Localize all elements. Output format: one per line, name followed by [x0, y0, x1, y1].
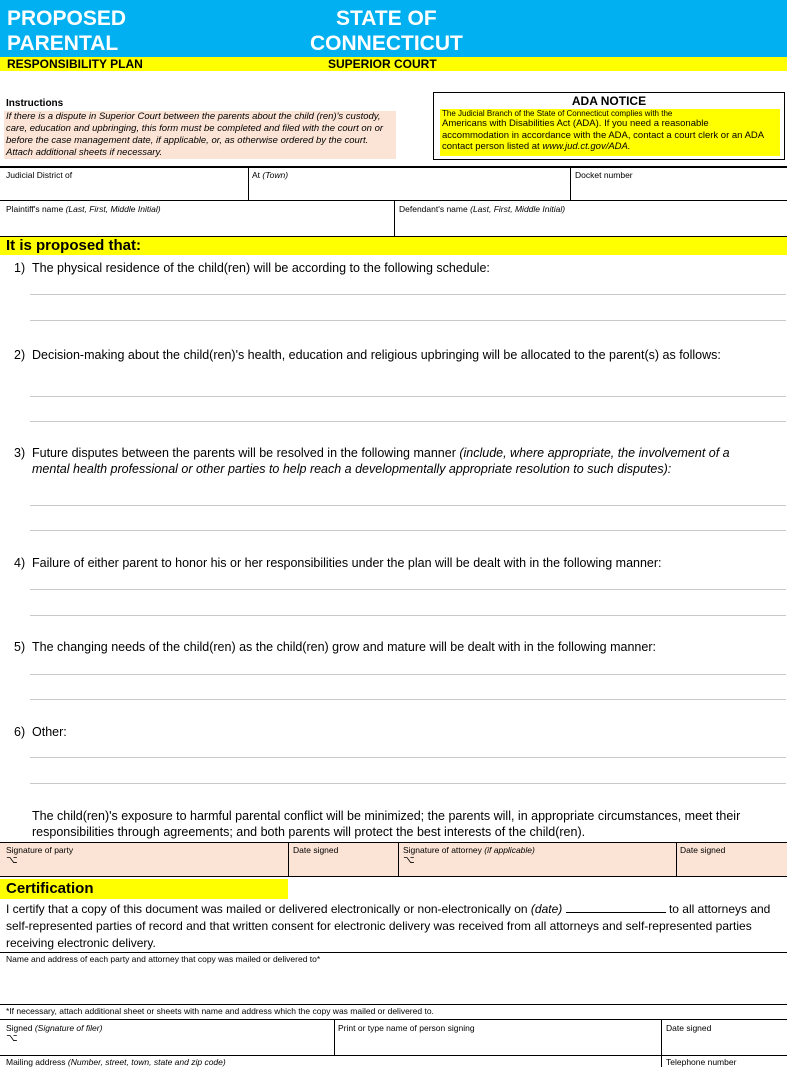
divider [661, 1020, 662, 1067]
signature-mark: ⌥ [6, 855, 18, 866]
signature-mark: ⌥ [403, 855, 415, 866]
plaintiff-name-hint: (Last, First, Middle Initial) [65, 204, 161, 214]
answer-line[interactable] [30, 396, 786, 397]
answer-line[interactable] [30, 530, 786, 531]
closing-statement: The child(ren)'s exposure to harmful parental conflict will be minimized; the parents will, in appropriate circumstances, meet their responsibilities through agreements; and both parents will protect the best interests of the child(ren). [32, 809, 741, 839]
date-signed-label: Date signed [680, 845, 726, 855]
print-name-field[interactable] [338, 1023, 658, 1053]
item-text-hint: (include, where appropriate, the involvement of a mental health professional or other parties to help reach a developmentally appropriate resolution to such disputes): [32, 446, 730, 476]
instructions-title: Instructions [6, 98, 64, 109]
certification-statement [6, 901, 786, 952]
item-text-main: Future disputes between the parents will be resolved in the following manner [32, 446, 460, 460]
docket-number-field[interactable] [575, 170, 785, 198]
certification-date-hint: (date) [530, 902, 563, 916]
answer-line[interactable] [30, 505, 786, 506]
item-number: 5) [14, 640, 26, 654]
court-name: SUPERIOR COURT [328, 57, 437, 71]
ada-line2: Americans with Disabilities Act (ADA). If you need a reasonable accommodation in accordance with the ADA, contact a court clerk or an ADA contact person listed at [442, 118, 764, 152]
instructions-text: If there is a dispute in Superior Court between the parents about the child (ren)'s custody, care, education and upbringing, this form must be completed and filed with the court on or before the case management date, if applicable, or, as otherwise ordered by the court. Attach additional sheets if necessary. [4, 111, 396, 159]
answer-line[interactable] [30, 615, 786, 616]
ada-line1: The Judicial Branch of the State of Connecticut complies with the [442, 109, 673, 118]
town-label-hint: (Town) [262, 170, 289, 180]
telephone-field[interactable] [666, 1057, 784, 1067]
answer-line[interactable] [30, 783, 786, 784]
item-text: The physical residence of the child(ren) will be according to the following schedule: [32, 261, 490, 275]
defendant-name-field[interactable] [399, 204, 785, 234]
footnote: *If necessary, attach additional sheet or sheets with name and address which the copy was mailed or delivered to. [6, 1006, 434, 1016]
telephone-label: Telephone number [666, 1057, 737, 1067]
divider [0, 952, 787, 953]
proposed-heading: It is proposed that: [0, 236, 787, 255]
answer-line[interactable] [30, 589, 786, 590]
certification-heading: Certification [0, 879, 288, 899]
mailing-address-field[interactable] [6, 1057, 656, 1067]
answer-line[interactable] [30, 320, 786, 321]
signature-of-party-label: Signature of party [6, 845, 74, 855]
divider [0, 1055, 787, 1056]
signature-of-attorney-label: Signature of attorney [403, 845, 482, 855]
date-signed-field[interactable] [293, 845, 395, 875]
answer-line[interactable] [30, 757, 786, 758]
state-line2: CONNECTICUT [310, 32, 463, 55]
answer-line[interactable] [30, 674, 786, 675]
form-title-line1: PROPOSED [7, 7, 127, 30]
date-signed-label: Date signed [666, 1023, 712, 1033]
name-address-label: Name and address of each party and attorney that copy was mailed or delivered to* [6, 954, 321, 964]
answer-line[interactable] [30, 294, 786, 295]
item-text: Other: [32, 725, 67, 739]
mailing-address-label: Mailing address [6, 1057, 66, 1067]
divider [0, 1019, 787, 1020]
signature-of-party-field[interactable] [6, 845, 286, 875]
item-number: 3) [14, 446, 26, 460]
certification-text-a: I certify that a copy of this document was mailed or delivered electronically or non-electronically on [6, 902, 531, 916]
divider [398, 843, 399, 877]
plaintiff-name-field[interactable] [6, 204, 392, 234]
divider [570, 167, 571, 200]
signature-of-attorney-field[interactable] [403, 845, 673, 875]
judicial-district-label: Judicial District of [6, 170, 73, 180]
date-signed-label: Date signed [293, 845, 339, 855]
town-field[interactable] [252, 170, 568, 198]
signed-label: Signed [6, 1023, 33, 1033]
judicial-district-field[interactable] [6, 170, 246, 198]
plaintiff-name-label: Plaintiff's name [6, 204, 64, 214]
item-text: Decision-making about the child(ren)'s health, education and religious upbringing will be allocated to the parent(s) as follows: [32, 348, 721, 362]
divider [288, 843, 289, 877]
certification-date-field[interactable] [566, 902, 666, 913]
form-title-line2: PARENTAL [7, 32, 119, 55]
mailing-address-hint: (Number, street, town, state and zip code) [67, 1057, 226, 1067]
filer-date-signed-field[interactable] [666, 1023, 784, 1053]
divider [334, 1020, 335, 1055]
state-line1: STATE OF [336, 7, 437, 30]
item-number: 1) [14, 261, 26, 275]
divider [0, 1004, 787, 1005]
defendant-name-hint: (Last, First, Middle Initial) [470, 204, 566, 214]
divider [0, 166, 787, 168]
signature-mark: ⌥ [6, 1033, 18, 1044]
attorney-date-signed-field[interactable] [680, 845, 785, 875]
docket-number-label: Docket number [575, 170, 633, 180]
ada-notice-title: ADA NOTICE [571, 94, 647, 108]
name-address-field[interactable] [6, 954, 786, 1002]
item-text: Failure of either parent to honor his or her responsibilities under the plan will be dealt with in the following manner: [32, 556, 662, 570]
divider [394, 201, 395, 236]
answer-line[interactable] [30, 421, 786, 422]
item-text [32, 445, 761, 477]
item-number: 6) [14, 725, 26, 739]
divider [248, 167, 249, 200]
signed-hint: (Signature of filer) [34, 1023, 103, 1033]
signature-of-attorney-hint: (if applicable) [484, 845, 535, 855]
item-number: 4) [14, 556, 26, 570]
answer-line[interactable] [30, 699, 786, 700]
certification-text-b: to all attorneys and self-represented parties of record and that written consent for electronic delivery was received from all attorneys and self-represented parties receiving electronic delivery. [6, 902, 771, 950]
town-label: At [252, 170, 261, 180]
defendant-name-label: Defendant's name [399, 204, 468, 214]
divider [676, 843, 677, 877]
ada-notice-body [440, 109, 780, 156]
form-subtitle: RESPONSIBILITY PLAN [7, 57, 143, 71]
print-name-label: Print or type name of person signing [338, 1023, 475, 1033]
signed-field[interactable] [6, 1023, 332, 1053]
ada-url[interactable]: www.jud.ct.gov/ADA. [542, 141, 631, 152]
item-text: The changing needs of the child(ren) as the child(ren) grow and mature will be dealt with in the following manner: [32, 640, 656, 654]
item-number: 2) [14, 348, 26, 362]
